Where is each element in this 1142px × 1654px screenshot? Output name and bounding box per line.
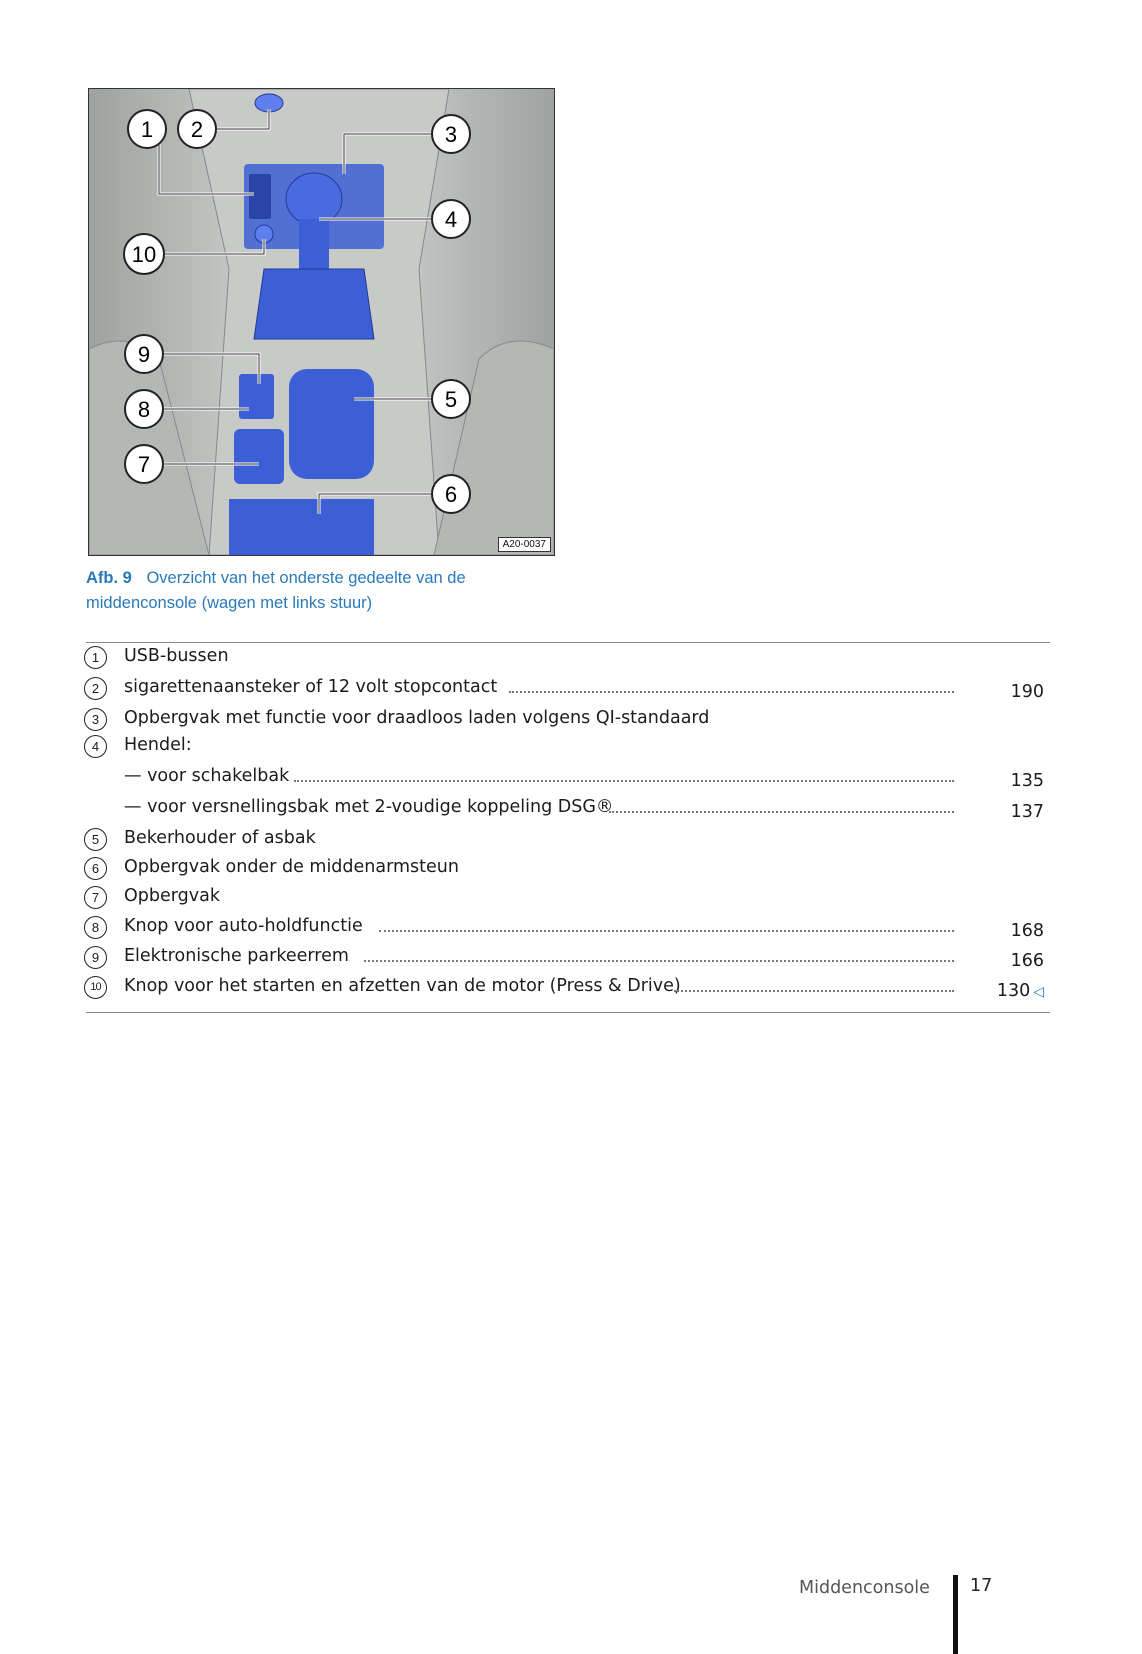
legend-bottom-rule <box>86 1012 1050 1013</box>
page-reference <box>997 981 1044 1001</box>
callout-1 <box>128 110 166 148</box>
svg-text:5: 5 <box>444 387 458 412</box>
figure-caption-text: Overzicht van het onderste gedeelte van de middenconsole (wagen met links stuur) <box>86 569 466 612</box>
legend-subitem-manual <box>84 764 1054 794</box>
leader-dots <box>364 958 954 962</box>
end-of-section-icon: ◁ <box>1033 984 1044 1000</box>
callout-10 <box>124 234 164 274</box>
legend-item-7 <box>84 884 1054 914</box>
legend-number: 10 <box>84 976 107 999</box>
legend-number: 4 <box>84 735 107 758</box>
legend-text: Elektronische parkeerrem <box>124 946 349 966</box>
callout-4 <box>432 200 470 238</box>
legend-text: Opbergvak met functie voor draadloos laden volgens QI-standaard <box>124 708 710 728</box>
leader-dots <box>509 689 954 693</box>
callout-5 <box>432 380 470 418</box>
svg-text:10: 10 <box>131 242 157 267</box>
legend-number: 8 <box>84 916 107 939</box>
legend-number: 3 <box>84 708 107 731</box>
leader-dots <box>674 988 954 992</box>
legend-top-rule <box>86 642 1050 643</box>
legend-number: 7 <box>84 886 107 909</box>
svg-text:9: 9 <box>137 342 151 367</box>
callout-7 <box>125 445 163 483</box>
leader-dots <box>609 809 954 813</box>
page-reference: 135 <box>1010 771 1044 791</box>
svg-text:7: 7 <box>137 452 151 477</box>
callout-2 <box>178 110 216 148</box>
legend-item-9 <box>84 944 1054 974</box>
legend-item-3 <box>84 706 1054 736</box>
legend-subitem-dsg <box>84 795 1054 825</box>
page-reference: 190 <box>1010 682 1044 702</box>
figure-center-console <box>88 88 555 556</box>
legend-text: — voor versnellingsbak met 2-voudige koppeling DSG® <box>124 797 614 817</box>
legend-item-4 <box>84 733 1054 763</box>
legend-number: 2 <box>84 677 107 700</box>
legend-item-5 <box>84 826 1054 856</box>
footer-divider <box>953 1575 958 1654</box>
figure-caption <box>86 566 526 616</box>
callout-6 <box>432 475 470 513</box>
legend-item-2 <box>84 675 1054 705</box>
legend-number: 6 <box>84 857 107 880</box>
legend-text: Knop voor auto-holdfunctie <box>124 916 363 936</box>
callout-3 <box>432 115 470 153</box>
legend-number: 9 <box>84 946 107 969</box>
callout-9 <box>125 335 163 373</box>
figure-label: Afb. 9 <box>86 569 132 587</box>
page-reference: 168 <box>1010 921 1044 941</box>
center-console-illustration <box>89 89 554 555</box>
legend-number: 1 <box>84 646 107 669</box>
legend-item-1 <box>84 644 1054 674</box>
legend-text: Bekerhouder of asbak <box>124 828 316 848</box>
page-reference: 137 <box>1010 802 1044 822</box>
page-reference-number: 130 <box>996 981 1031 1001</box>
legend-text: Knop voor het starten en afzetten van de motor (Press & Drive) <box>124 976 681 996</box>
svg-text:8: 8 <box>137 397 151 422</box>
legend-text: Opbergvak <box>124 886 220 906</box>
leader-dots <box>379 928 954 932</box>
legend-text: — voor schakelbak <box>124 766 290 786</box>
footer-page-number: 17 <box>970 1576 993 1596</box>
footer-section-title: Middenconsole <box>799 1578 930 1598</box>
leader-dots <box>294 778 954 782</box>
legend-text: sigarettenaansteker of 12 volt stopcontact <box>124 677 498 697</box>
svg-text:1: 1 <box>140 117 154 142</box>
legend-text: USB-bussen <box>124 646 229 666</box>
svg-text:6: 6 <box>444 482 458 507</box>
legend-text: Opbergvak onder de middenarmsteun <box>124 857 459 877</box>
legend-item-6 <box>84 855 1054 885</box>
callout-8 <box>125 390 163 428</box>
page-reference: 166 <box>1010 951 1044 971</box>
legend-item-10 <box>84 974 1054 1004</box>
legend-item-8 <box>84 914 1054 944</box>
legend-text: Hendel: <box>124 735 192 755</box>
figure-code: A20-0037 <box>498 537 551 552</box>
legend-number: 5 <box>84 828 107 851</box>
svg-text:2: 2 <box>190 117 204 142</box>
svg-text:4: 4 <box>444 207 458 232</box>
svg-text:3: 3 <box>444 122 458 147</box>
